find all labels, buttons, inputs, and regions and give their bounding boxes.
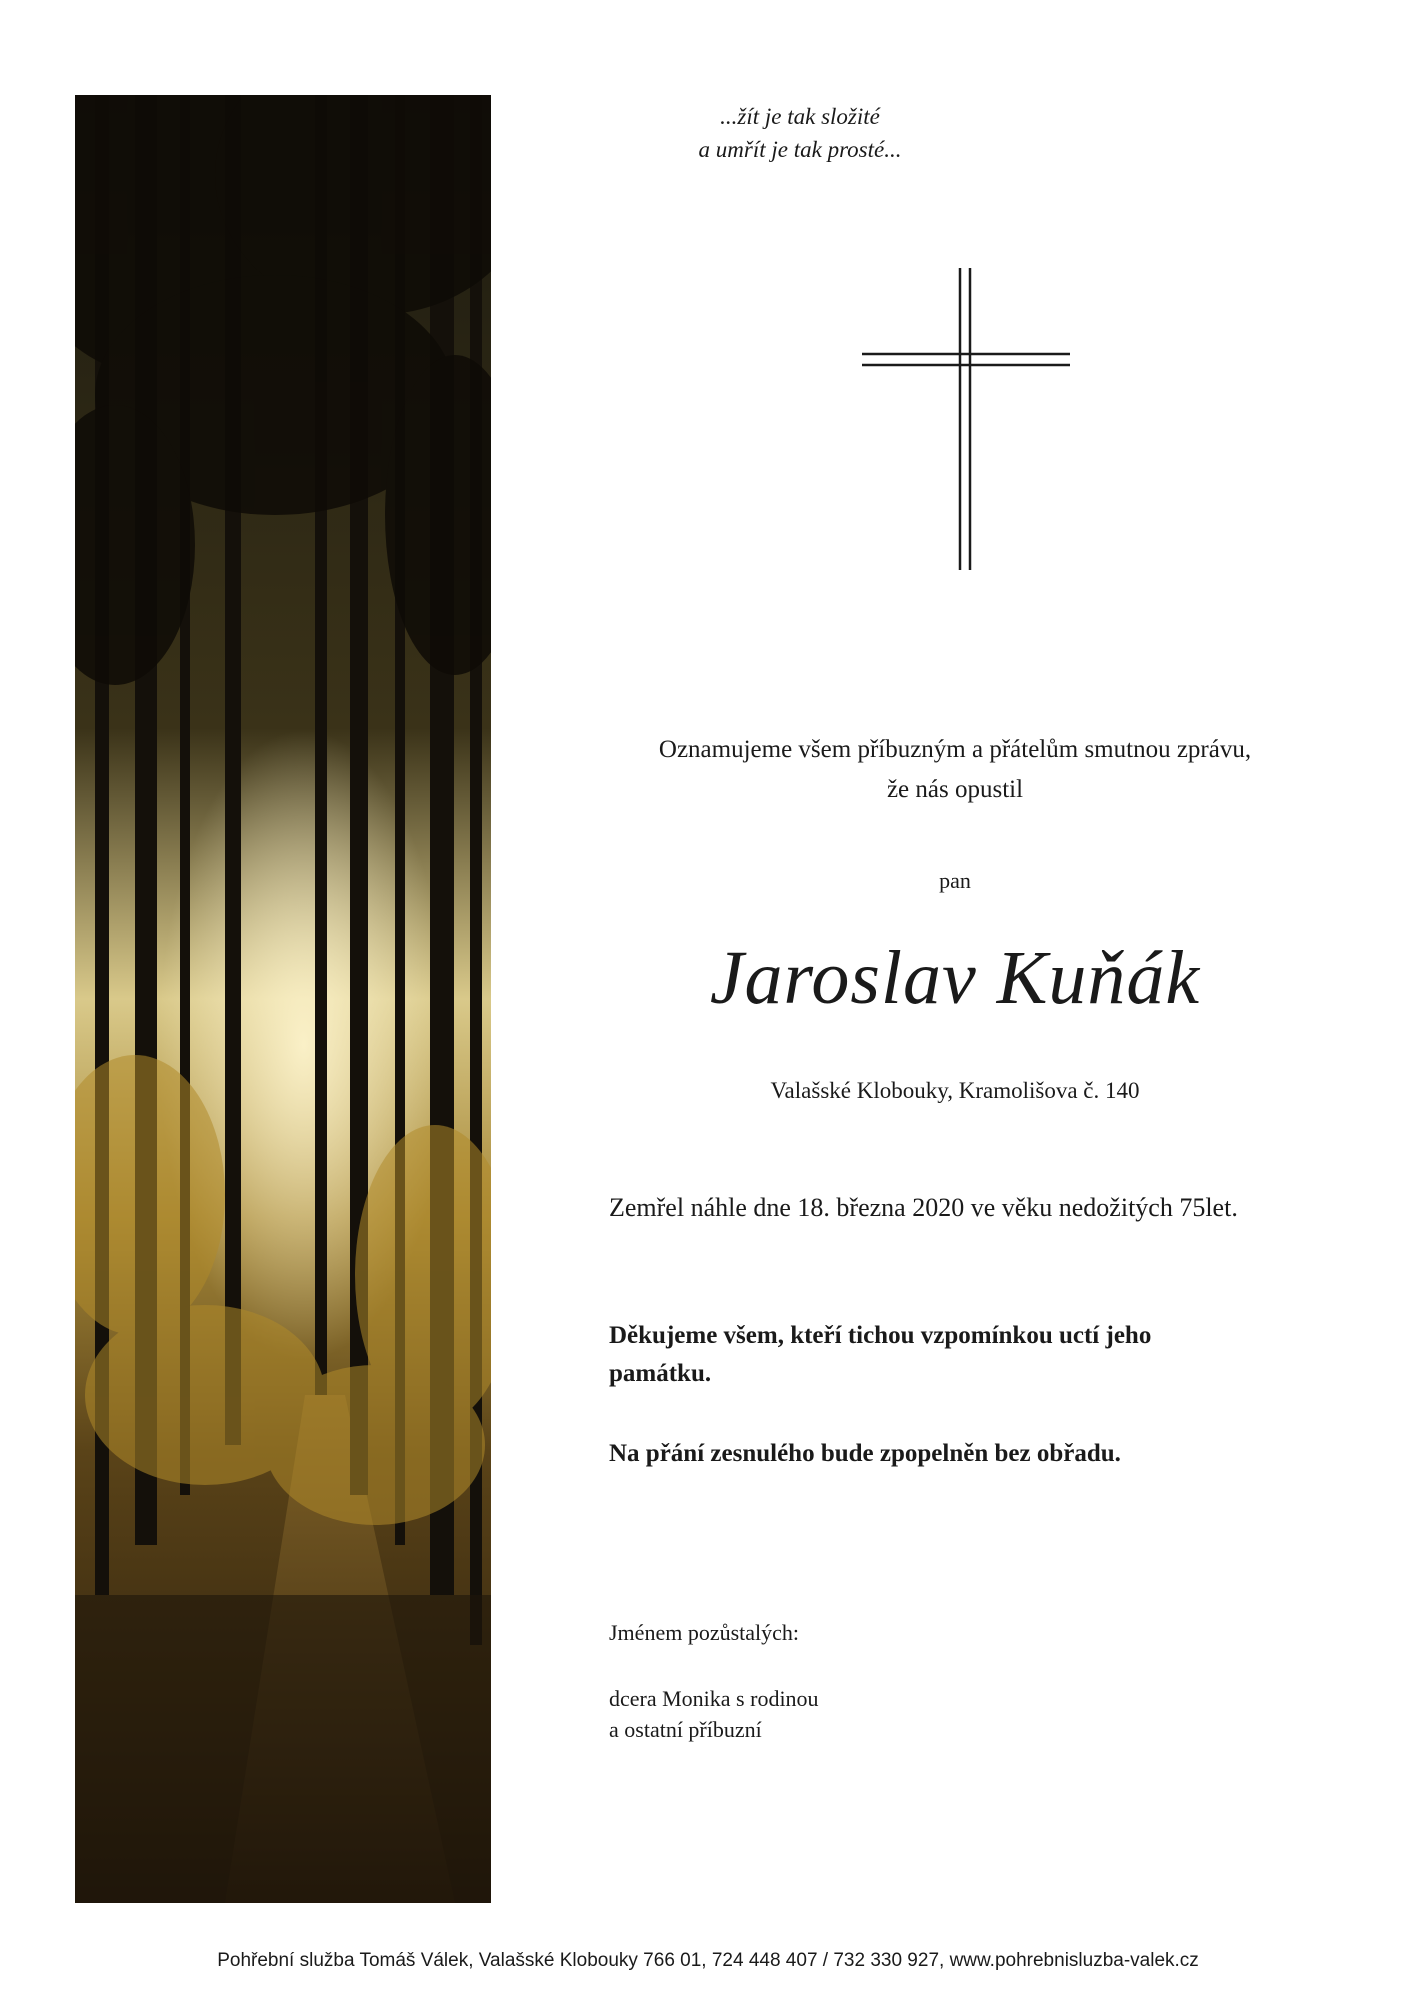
motto — [600, 100, 1000, 166]
announcement-line-1: Oznamujeme všem příbuzným a přátelům smutnou zprávu, — [658, 736, 1252, 763]
wish-text: Na přání zesnulého bude zpopelněn bez obřadu. — [609, 1440, 1121, 1467]
title-word: pan — [939, 868, 971, 893]
deceased-name: Jaroslav Kuňák — [709, 936, 1201, 1020]
cross-icon — [862, 268, 1072, 578]
motto-line-1: ...žít je tak složité — [720, 104, 880, 129]
death-notice: Zemřel náhle dne 18. března 2020 ve věku nedožitých 75let. — [609, 1193, 1238, 1222]
address: Valašské Klobouky, Kramolišova č. 140 — [770, 1078, 1140, 1103]
family-line-1: dcera Monika s rodinou — [609, 1686, 819, 1711]
footer: Pohřební služba Tomáš Válek, Valašské Klobouky 766 01, 724 448 407 / 732 330 927, www.pohrebnisluzba-valek.cz — [217, 1950, 1199, 1971]
on-behalf-label: Jménem pozůstalých: — [609, 1620, 800, 1645]
forest-path-photo — [75, 95, 491, 1903]
motto-line-2: a umřít je tak prosté... — [698, 137, 902, 162]
announcement-line-2: že nás opustil — [886, 776, 1024, 803]
family-list — [609, 1683, 1329, 1745]
announcement — [580, 730, 1330, 810]
family-line-2: a ostatní příbuzní — [609, 1717, 762, 1742]
thanks-text: Děkujeme všem, kteří tichou vzpomínkou uctí jeho památku. — [609, 1322, 1152, 1387]
